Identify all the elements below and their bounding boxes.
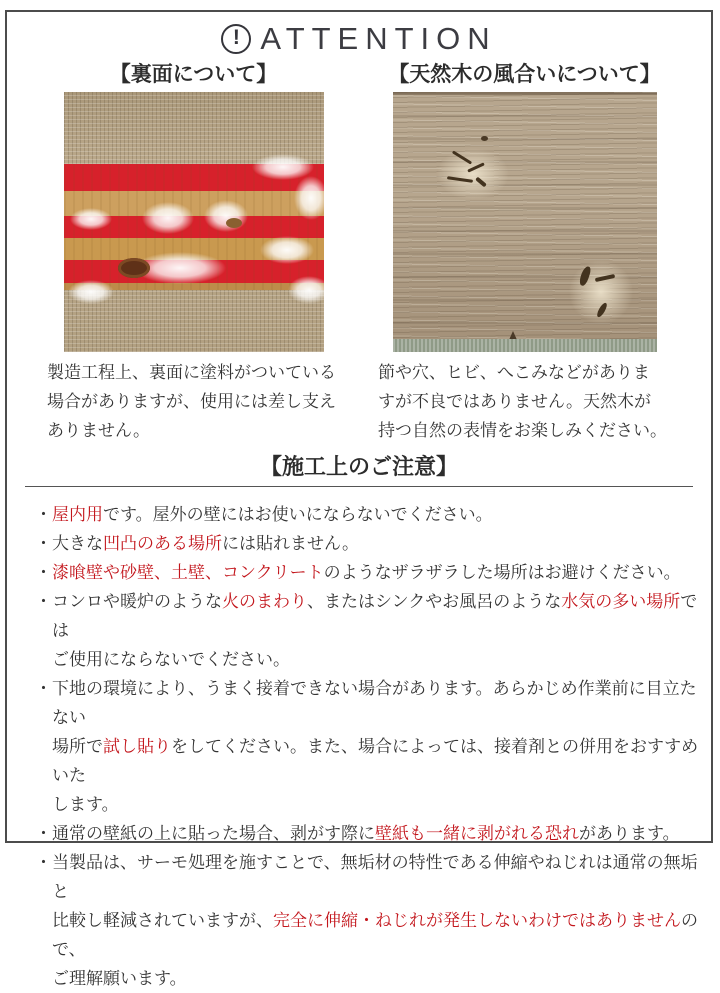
precaution-text: があります。: [579, 824, 680, 843]
paint-splotch: [288, 276, 324, 304]
caption-line: ありません。: [47, 421, 151, 440]
wood-hole: [481, 136, 488, 141]
table-edge: [393, 339, 657, 352]
precaution-text: には貼れません。: [222, 534, 360, 553]
back-side-caption: [47, 358, 344, 445]
highlighted-text: 試し貼り: [103, 737, 171, 756]
precaution-text: をしてください。また、場合によっては、接着剤との併用をおすすめいた: [52, 737, 699, 785]
precautions-section: [7, 453, 711, 993]
caption-line: 製造工程上、裏面に塗料がついている: [47, 363, 336, 382]
precaution-text: ・当製品は、サーモ処理を施すことで、無垢材の特性である伸縮やねじれは通常の無垢と: [35, 853, 698, 901]
precaution-item: [35, 587, 699, 674]
page-header: [7, 21, 711, 57]
precaution-text: 場所で: [52, 737, 103, 756]
natural-wood-heading: 【天然木の風合いについて】: [388, 63, 661, 86]
photo-columns: [7, 61, 711, 445]
precaution-text: ・下地の環境により、うまく接着できない場合があります。あらかじめ作業前に目立たない: [35, 679, 697, 727]
wood-knot: [118, 258, 150, 278]
caption-line: 節や穴、ヒビ、へこみなどがありま: [378, 363, 650, 382]
precaution-text: ・: [35, 505, 52, 524]
highlighted-text: 火のまわり: [222, 592, 307, 611]
highlighted-text: 屋内用: [52, 505, 103, 524]
highlighted-text: 凹凸のある場所: [103, 534, 222, 553]
precaution-text: ご理解願います。: [52, 969, 187, 988]
precaution-text: のようなザラザラした場所はお避けください。: [323, 563, 681, 582]
precaution-text: ・コンロや暖炉のような: [35, 592, 222, 611]
back-side-photo: [64, 92, 324, 352]
paint-splotch: [68, 280, 114, 304]
precaution-item: [35, 500, 699, 529]
crack-mark: [437, 148, 509, 200]
back-side-heading: 【裏面について】: [109, 63, 278, 86]
precaution-text: では: [52, 592, 698, 640]
highlighted-text: 壁紙も一緒に剥がれる恐れ: [375, 824, 579, 843]
attention-page: [5, 10, 713, 988]
back-side-section: [43, 61, 344, 445]
precaution-item: [35, 529, 699, 558]
precaution-text: 比較し軽減されていますが、: [52, 911, 273, 930]
precaution-text: です。屋外の壁にはお使いにならないでください。: [103, 505, 493, 524]
precaution-text: ・: [35, 563, 52, 582]
natural-wood-caption: [378, 358, 675, 445]
page-title: ATTENTION: [260, 21, 497, 56]
paint-splotch: [204, 200, 248, 232]
precaution-text: します。: [52, 795, 119, 814]
exclamation-circle-icon: !: [221, 24, 251, 54]
highlighted-text: 水気の多い場所: [561, 592, 681, 611]
paint-splotch: [260, 236, 314, 264]
paint-splotch: [70, 208, 112, 230]
wood-knot: [226, 218, 242, 228]
caption-line: 場合がありますが、使用には差し支え: [47, 392, 336, 411]
paint-splotch: [142, 202, 194, 234]
crack-highlight: [437, 148, 509, 200]
highlighted-text: 完全に伸縮・ねじれが発生しないわけではありません: [273, 911, 681, 930]
highlighted-text: 漆喰壁や砂壁、土壁、コンクリート: [52, 563, 324, 582]
precaution-text: ので、: [52, 911, 698, 959]
precaution-text: ご使用にならないでください。: [52, 650, 290, 669]
natural-wood-section: [374, 61, 675, 445]
precaution-text: ・通常の壁紙の上に貼った場合、剥がす際に: [35, 824, 375, 843]
crack-mark: [569, 260, 633, 324]
precaution-item: [35, 674, 699, 819]
precaution-item: [35, 848, 699, 993]
precaution-text: ・大きな: [35, 534, 103, 553]
divider-line: [25, 486, 693, 487]
natural-wood-photo: [393, 92, 657, 352]
precaution-item: [35, 819, 699, 848]
precautions-heading: 【施工上のご注意】: [259, 454, 458, 479]
precautions-list: [7, 500, 711, 993]
precaution-item: [35, 558, 699, 587]
paint-splotch: [294, 176, 324, 220]
caption-line: 持つ自然の表情をお楽しみください。: [378, 421, 667, 440]
caption-line: すが不良ではありません。天然木が: [378, 392, 652, 411]
precaution-text: 、またはシンクやお風呂のような: [307, 592, 562, 611]
